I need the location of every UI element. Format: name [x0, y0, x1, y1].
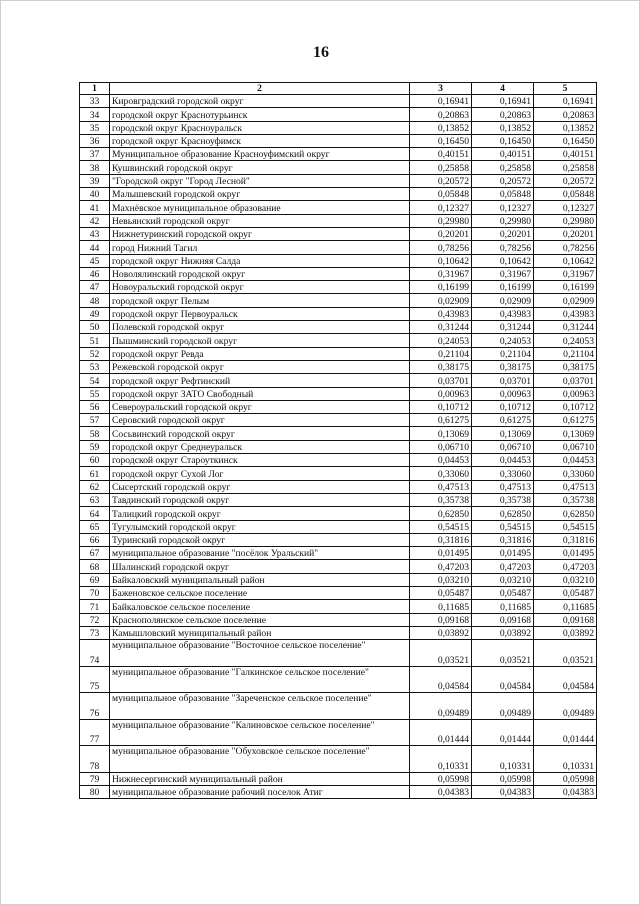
table-row — [80, 174, 597, 187]
table-row — [80, 294, 597, 307]
municipality-name: муниципальное образование "Калиновское сельское поселение" — [110, 719, 410, 746]
municipality-name: Режевской городской округ — [110, 360, 410, 373]
value-col-5: 0,11685 — [534, 600, 597, 613]
municipality-name: муниципальное образование "Восточное сельское поселение" — [110, 640, 410, 667]
table-row — [80, 560, 597, 573]
value-col-3: 0,03210 — [410, 573, 472, 586]
value-col-3: 0,02909 — [410, 294, 472, 307]
value-col-3: 0,33060 — [410, 467, 472, 480]
value-col-5: 0,05487 — [534, 586, 597, 599]
table-row — [80, 746, 597, 773]
table-row — [80, 254, 597, 267]
municipality-name: муниципальное образование "Зареченское сельское поселение" — [110, 693, 410, 720]
value-col-3: 0,35738 — [410, 493, 472, 506]
value-col-4: 0,47513 — [472, 480, 534, 493]
value-col-3: 0,00963 — [410, 387, 472, 400]
value-col-3: 0,12327 — [410, 201, 472, 214]
value-col-4: 0,31816 — [472, 533, 534, 546]
value-col-4: 0,05848 — [472, 188, 534, 201]
municipality-name: муниципальное образование "посёлок Уральский" — [110, 547, 410, 560]
value-col-3: 0,16450 — [410, 134, 472, 147]
municipality-name: городской округ Среднеуральск — [110, 440, 410, 453]
value-col-4: 0,25858 — [472, 161, 534, 174]
value-col-5: 0,09168 — [534, 613, 597, 626]
row-number: 80 — [80, 785, 110, 798]
municipality-name: Тавдинский городской округ — [110, 493, 410, 506]
value-col-5: 0,09489 — [534, 693, 597, 720]
municipality-name: муниципальное образование "Галкинское сельское поселение" — [110, 666, 410, 693]
row-number: 58 — [80, 427, 110, 440]
value-col-5: 0,40151 — [534, 148, 597, 161]
municipality-name: "Городской округ "Город Лесной" — [110, 174, 410, 187]
header-col-2: 2 — [110, 83, 410, 95]
row-number: 72 — [80, 613, 110, 626]
value-col-3: 0,25858 — [410, 161, 472, 174]
value-col-3: 0,20863 — [410, 108, 472, 121]
value-col-5: 0,06710 — [534, 440, 597, 453]
value-col-5: 0,47203 — [534, 560, 597, 573]
municipality-name: Тугулымский городской округ — [110, 520, 410, 533]
municipality-name: городской округ Пелым — [110, 294, 410, 307]
table-row — [80, 267, 597, 280]
row-number: 40 — [80, 188, 110, 201]
municipality-name: городской округ Ревда — [110, 347, 410, 360]
municipality-name: Малышевский городской округ — [110, 188, 410, 201]
municipality-name: Нижнетуринский городской округ — [110, 227, 410, 240]
value-col-3: 0,01495 — [410, 547, 472, 560]
municipality-name: Краснополянское сельское поселение — [110, 613, 410, 626]
row-number: 62 — [80, 480, 110, 493]
table-row — [80, 693, 597, 720]
value-col-5: 0,62850 — [534, 507, 597, 520]
table-row — [80, 414, 597, 427]
row-number: 47 — [80, 281, 110, 294]
value-col-3: 0,16941 — [410, 95, 472, 108]
table-row — [80, 307, 597, 320]
table-row — [80, 480, 597, 493]
municipality-name: город Нижний Тагил — [110, 241, 410, 254]
municipality-name: муниципальное образование рабочий поселок Атиг — [110, 785, 410, 798]
table-row — [80, 719, 597, 746]
value-col-4: 0,10642 — [472, 254, 534, 267]
row-number: 77 — [80, 719, 110, 746]
value-col-3: 0,03521 — [410, 640, 472, 667]
value-col-4: 0,54515 — [472, 520, 534, 533]
value-col-5: 0,10331 — [534, 746, 597, 773]
municipality-name: Баженовское сельское поселение — [110, 586, 410, 599]
value-col-4: 0,03210 — [472, 573, 534, 586]
value-col-5: 0,03892 — [534, 626, 597, 639]
row-number: 73 — [80, 626, 110, 639]
municipality-name: городской округ ЗАТО Свободный — [110, 387, 410, 400]
row-number: 67 — [80, 547, 110, 560]
row-number: 61 — [80, 467, 110, 480]
value-col-3: 0,03701 — [410, 374, 472, 387]
value-col-4: 0,16199 — [472, 281, 534, 294]
value-col-4: 0,40151 — [472, 148, 534, 161]
value-col-5: 0,03210 — [534, 573, 597, 586]
municipality-name: городской округ Рефтинский — [110, 374, 410, 387]
value-col-3: 0,13069 — [410, 427, 472, 440]
table-row — [80, 121, 597, 134]
value-col-4: 0,31967 — [472, 267, 534, 280]
table-row — [80, 134, 597, 147]
value-col-3: 0,61275 — [410, 414, 472, 427]
value-col-4: 0,03892 — [472, 626, 534, 639]
header-col-1: 1 — [80, 83, 110, 95]
table-row — [80, 613, 597, 626]
value-col-5: 0,29980 — [534, 214, 597, 227]
municipality-name: Новолялинский городской округ — [110, 267, 410, 280]
value-col-5: 0,61275 — [534, 414, 597, 427]
row-number: 54 — [80, 374, 110, 387]
table-row — [80, 400, 597, 413]
value-col-3: 0,47513 — [410, 480, 472, 493]
table-row — [80, 108, 597, 121]
municipality-name: Махнёвское муниципальное образование — [110, 201, 410, 214]
value-col-4: 0,33060 — [472, 467, 534, 480]
value-col-3: 0,09489 — [410, 693, 472, 720]
value-col-5: 0,00963 — [534, 387, 597, 400]
municipality-name: Туринский городской округ — [110, 533, 410, 546]
value-col-3: 0,13852 — [410, 121, 472, 134]
table-row — [80, 440, 597, 453]
table-row — [80, 573, 597, 586]
value-col-4: 0,62850 — [472, 507, 534, 520]
table-row — [80, 227, 597, 240]
value-col-4: 0,02909 — [472, 294, 534, 307]
value-col-3: 0,05998 — [410, 772, 472, 785]
value-col-4: 0,05487 — [472, 586, 534, 599]
row-number: 64 — [80, 507, 110, 520]
table-row — [80, 507, 597, 520]
table-row — [80, 600, 597, 613]
row-number: 50 — [80, 321, 110, 334]
municipality-name: городской округ Красноуфимск — [110, 134, 410, 147]
value-col-4: 0,06710 — [472, 440, 534, 453]
row-number: 70 — [80, 586, 110, 599]
value-col-3: 0,09168 — [410, 613, 472, 626]
municipality-name: Кушвинский городской округ — [110, 161, 410, 174]
value-col-4: 0,13069 — [472, 427, 534, 440]
table-row — [80, 586, 597, 599]
value-col-3: 0,21104 — [410, 347, 472, 360]
value-col-3: 0,47203 — [410, 560, 472, 573]
value-col-4: 0,04453 — [472, 454, 534, 467]
value-col-4: 0,21104 — [472, 347, 534, 360]
table-row — [80, 785, 597, 798]
row-number: 41 — [80, 201, 110, 214]
value-col-4: 0,29980 — [472, 214, 534, 227]
value-col-4: 0,09489 — [472, 693, 534, 720]
row-number: 69 — [80, 573, 110, 586]
row-number: 59 — [80, 440, 110, 453]
value-col-5: 0,02909 — [534, 294, 597, 307]
value-col-5: 0,03521 — [534, 640, 597, 667]
value-col-3: 0,16199 — [410, 281, 472, 294]
table-header — [80, 83, 597, 95]
value-col-4: 0,20863 — [472, 108, 534, 121]
table-row — [80, 626, 597, 639]
table-row — [80, 201, 597, 214]
municipality-name: Сосьвинский городской округ — [110, 427, 410, 440]
value-col-4: 0,20572 — [472, 174, 534, 187]
row-number: 49 — [80, 307, 110, 320]
value-col-5: 0,13852 — [534, 121, 597, 134]
municipality-name: Сысертский городской округ — [110, 480, 410, 493]
municipality-name: Камышловский муниципальный район — [110, 626, 410, 639]
municipality-name: Байкаловское сельское поселение — [110, 600, 410, 613]
row-number: 34 — [80, 108, 110, 121]
value-col-5: 0,10642 — [534, 254, 597, 267]
table-row — [80, 666, 597, 693]
row-number: 55 — [80, 387, 110, 400]
value-col-3: 0,05487 — [410, 586, 472, 599]
value-col-4: 0,43983 — [472, 307, 534, 320]
value-col-4: 0,01444 — [472, 719, 534, 746]
municipality-name: городской округ Краснотурьинск — [110, 108, 410, 121]
row-number: 46 — [80, 267, 110, 280]
value-col-5: 0,03701 — [534, 374, 597, 387]
municipality-name: Муниципальное образование Красноуфимский округ — [110, 148, 410, 161]
municipality-name: Нижнесергинский муниципальный район — [110, 772, 410, 785]
value-col-3: 0,03892 — [410, 626, 472, 639]
value-col-4: 0,12327 — [472, 201, 534, 214]
row-number: 75 — [80, 666, 110, 693]
value-col-5: 0,20201 — [534, 227, 597, 240]
municipality-name: городской округ Сухой Лог — [110, 467, 410, 480]
value-col-4: 0,04383 — [472, 785, 534, 798]
municipality-name: городской округ Нижняя Салда — [110, 254, 410, 267]
value-col-4: 0,03701 — [472, 374, 534, 387]
value-col-5: 0,10712 — [534, 400, 597, 413]
value-col-5: 0,54515 — [534, 520, 597, 533]
table-row — [80, 214, 597, 227]
value-col-4: 0,11685 — [472, 600, 534, 613]
value-col-4: 0,16450 — [472, 134, 534, 147]
value-col-5: 0,01444 — [534, 719, 597, 746]
header-row — [80, 83, 597, 95]
table-row — [80, 493, 597, 506]
page-number: 16 — [313, 44, 329, 61]
value-col-5: 0,78256 — [534, 241, 597, 254]
row-number: 52 — [80, 347, 110, 360]
value-col-5: 0,05848 — [534, 188, 597, 201]
row-number: 38 — [80, 161, 110, 174]
table-row — [80, 454, 597, 467]
table-row — [80, 95, 597, 108]
row-number: 51 — [80, 334, 110, 347]
row-number: 33 — [80, 95, 110, 108]
row-number: 36 — [80, 134, 110, 147]
municipality-name: Шалинский городской округ — [110, 560, 410, 573]
table-row — [80, 533, 597, 546]
value-col-5: 0,04453 — [534, 454, 597, 467]
value-col-3: 0,04453 — [410, 454, 472, 467]
value-col-5: 0,31816 — [534, 533, 597, 546]
value-col-5: 0,01495 — [534, 547, 597, 560]
value-col-3: 0,10712 — [410, 400, 472, 413]
value-col-4: 0,78256 — [472, 241, 534, 254]
value-col-4: 0,03521 — [472, 640, 534, 667]
value-col-4: 0,35738 — [472, 493, 534, 506]
municipality-name: Талицкий городской округ — [110, 507, 410, 520]
value-col-4: 0,10712 — [472, 400, 534, 413]
value-col-3: 0,38175 — [410, 360, 472, 373]
table-row — [80, 427, 597, 440]
value-col-3: 0,43983 — [410, 307, 472, 320]
row-number: 74 — [80, 640, 110, 667]
table-row — [80, 772, 597, 785]
table-row — [80, 188, 597, 201]
municipality-name: Невьянский городской округ — [110, 214, 410, 227]
value-col-4: 0,09168 — [472, 613, 534, 626]
table-row — [80, 148, 597, 161]
value-col-5: 0,24053 — [534, 334, 597, 347]
row-number: 35 — [80, 121, 110, 134]
value-col-4: 0,24053 — [472, 334, 534, 347]
municipality-name: городской округ Первоуральск — [110, 307, 410, 320]
value-col-4: 0,13852 — [472, 121, 534, 134]
value-col-5: 0,20863 — [534, 108, 597, 121]
municipality-name: Североуральский городской округ — [110, 400, 410, 413]
value-col-3: 0,31244 — [410, 321, 472, 334]
value-col-3: 0,20572 — [410, 174, 472, 187]
value-col-3: 0,11685 — [410, 600, 472, 613]
value-col-3: 0,31967 — [410, 267, 472, 280]
value-col-5: 0,43983 — [534, 307, 597, 320]
value-col-5: 0,31244 — [534, 321, 597, 334]
value-col-5: 0,33060 — [534, 467, 597, 480]
header-col-5: 5 — [534, 83, 597, 95]
value-col-3: 0,54515 — [410, 520, 472, 533]
table-row — [80, 520, 597, 533]
value-col-5: 0,31967 — [534, 267, 597, 280]
value-col-3: 0,40151 — [410, 148, 472, 161]
table-row — [80, 547, 597, 560]
value-col-5: 0,21104 — [534, 347, 597, 360]
value-col-5: 0,04584 — [534, 666, 597, 693]
municipality-name: Полевской городской округ — [110, 321, 410, 334]
value-col-3: 0,10331 — [410, 746, 472, 773]
data-table — [79, 82, 597, 799]
row-number: 45 — [80, 254, 110, 267]
row-number: 56 — [80, 400, 110, 413]
row-number: 78 — [80, 746, 110, 773]
value-col-4: 0,31244 — [472, 321, 534, 334]
value-col-5: 0,25858 — [534, 161, 597, 174]
table-row — [80, 640, 597, 667]
row-number: 37 — [80, 148, 110, 161]
value-col-4: 0,10331 — [472, 746, 534, 773]
value-col-3: 0,06710 — [410, 440, 472, 453]
row-number: 44 — [80, 241, 110, 254]
value-col-5: 0,16450 — [534, 134, 597, 147]
value-col-4: 0,00963 — [472, 387, 534, 400]
value-col-4: 0,01495 — [472, 547, 534, 560]
value-col-4: 0,16941 — [472, 95, 534, 108]
table-row — [80, 281, 597, 294]
header-col-4: 4 — [472, 83, 534, 95]
table-row — [80, 334, 597, 347]
municipality-name: Новоуральский городской округ — [110, 281, 410, 294]
value-col-4: 0,04584 — [472, 666, 534, 693]
row-number: 42 — [80, 214, 110, 227]
value-col-3: 0,20201 — [410, 227, 472, 240]
value-col-5: 0,13069 — [534, 427, 597, 440]
value-col-3: 0,05848 — [410, 188, 472, 201]
value-col-3: 0,10642 — [410, 254, 472, 267]
row-number: 48 — [80, 294, 110, 307]
value-col-5: 0,20572 — [534, 174, 597, 187]
row-number: 66 — [80, 533, 110, 546]
header-col-3: 3 — [410, 83, 472, 95]
municipality-name: Серовский городской округ — [110, 414, 410, 427]
municipality-name: Байкаловский муниципальный район — [110, 573, 410, 586]
row-number: 68 — [80, 560, 110, 573]
value-col-4: 0,38175 — [472, 360, 534, 373]
value-col-5: 0,16941 — [534, 95, 597, 108]
value-col-3: 0,78256 — [410, 241, 472, 254]
value-col-4: 0,47203 — [472, 560, 534, 573]
table-row — [80, 241, 597, 254]
value-col-3: 0,04383 — [410, 785, 472, 798]
municipality-name: городской округ Староуткинск — [110, 454, 410, 467]
table-row — [80, 374, 597, 387]
row-number: 53 — [80, 360, 110, 373]
municipality-name: Кировградский городской округ — [110, 95, 410, 108]
row-number: 60 — [80, 454, 110, 467]
table-row — [80, 347, 597, 360]
row-number: 43 — [80, 227, 110, 240]
value-col-3: 0,29980 — [410, 214, 472, 227]
value-col-5: 0,12327 — [534, 201, 597, 214]
value-col-3: 0,62850 — [410, 507, 472, 520]
table-row — [80, 360, 597, 373]
municipality-name: городской округ Красноуральск — [110, 121, 410, 134]
value-col-3: 0,01444 — [410, 719, 472, 746]
row-number: 39 — [80, 174, 110, 187]
row-number: 57 — [80, 414, 110, 427]
table-row — [80, 387, 597, 400]
value-col-3: 0,24053 — [410, 334, 472, 347]
row-number: 65 — [80, 520, 110, 533]
municipality-name: муниципальное образование "Обуховское сельское поселение" — [110, 746, 410, 773]
municipality-name: Пышминский городской округ — [110, 334, 410, 347]
value-col-4: 0,05998 — [472, 772, 534, 785]
value-col-5: 0,47513 — [534, 480, 597, 493]
value-col-3: 0,04584 — [410, 666, 472, 693]
value-col-5: 0,04383 — [534, 785, 597, 798]
value-col-4: 0,20201 — [472, 227, 534, 240]
row-number: 63 — [80, 493, 110, 506]
value-col-5: 0,05998 — [534, 772, 597, 785]
value-col-3: 0,31816 — [410, 533, 472, 546]
value-col-5: 0,35738 — [534, 493, 597, 506]
row-number: 79 — [80, 772, 110, 785]
value-col-5: 0,38175 — [534, 360, 597, 373]
table-row — [80, 161, 597, 174]
value-col-4: 0,61275 — [472, 414, 534, 427]
table-body — [80, 95, 597, 799]
row-number: 76 — [80, 693, 110, 720]
table-row — [80, 321, 597, 334]
table-row — [80, 467, 597, 480]
row-number: 71 — [80, 600, 110, 613]
value-col-5: 0,16199 — [534, 281, 597, 294]
